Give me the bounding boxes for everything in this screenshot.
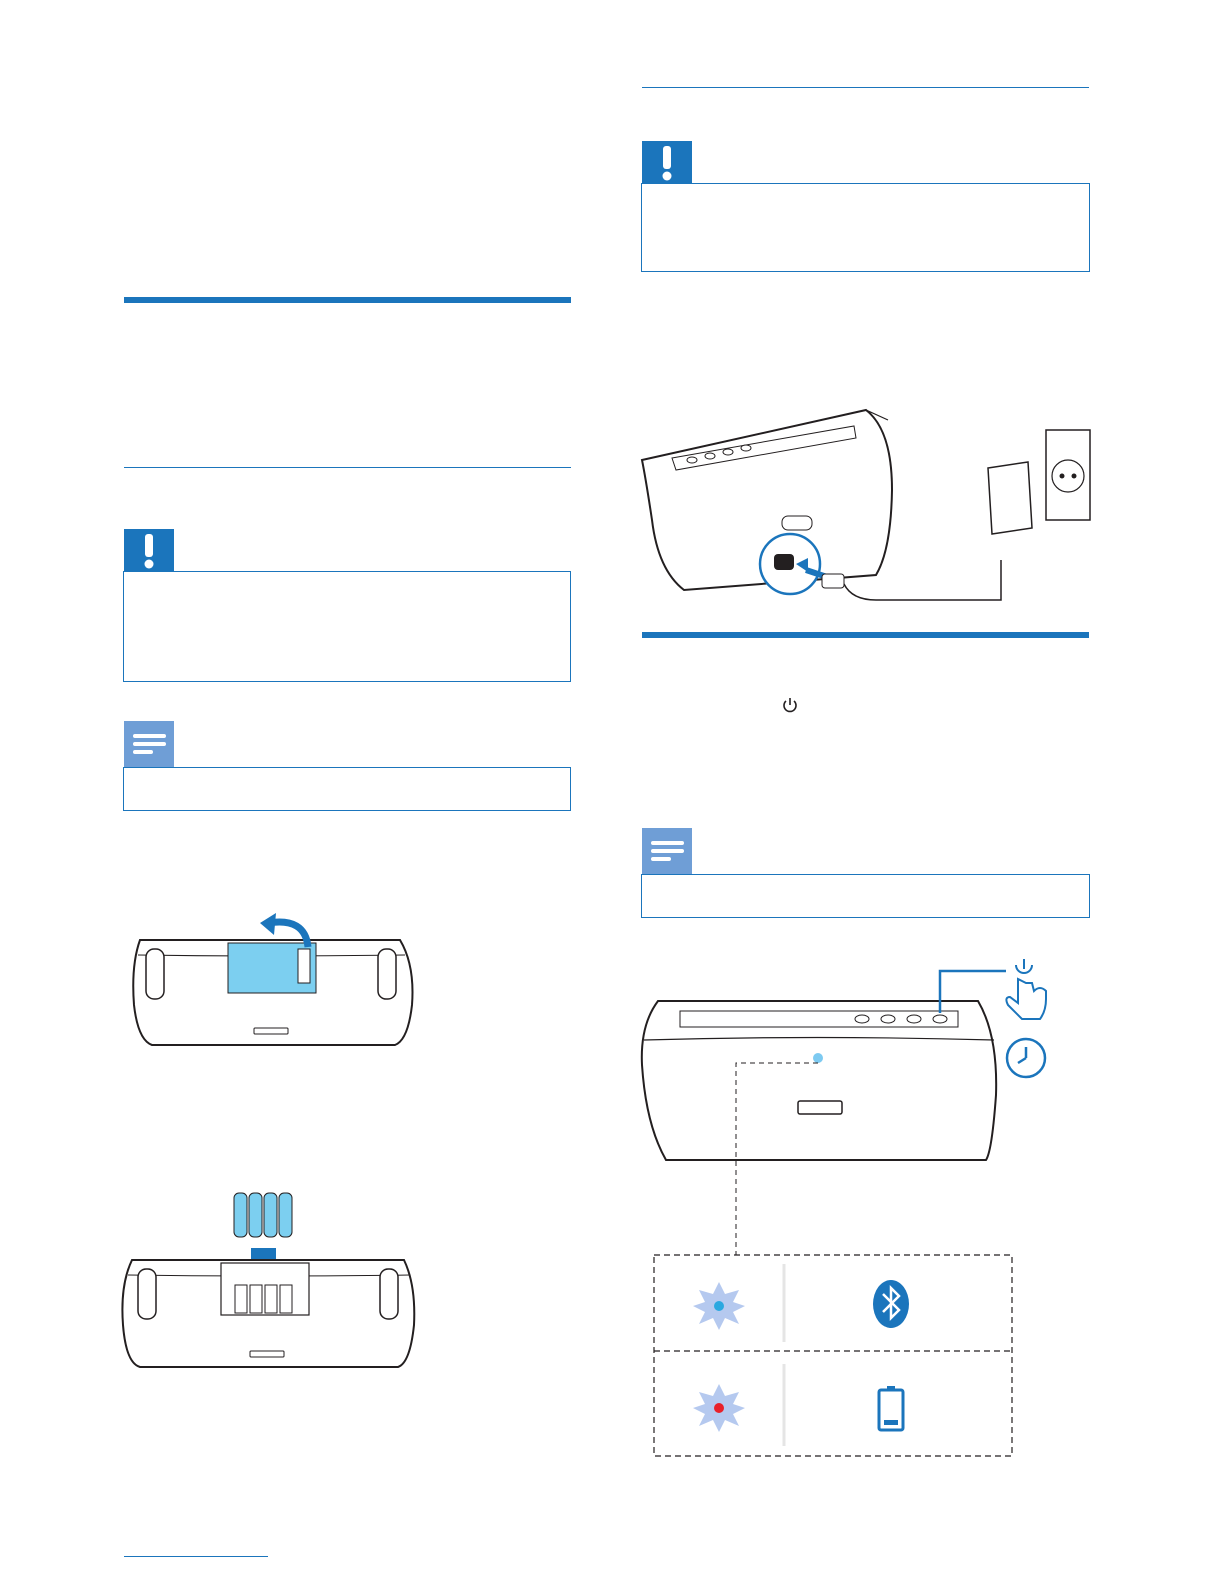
note-box-right (641, 874, 1090, 918)
battery-cover-open-illustration (120, 905, 420, 1055)
caution-tab-right (642, 141, 692, 184)
low-battery-icon (879, 1386, 903, 1430)
finger-press-power-icon (1006, 959, 1046, 1019)
caution-tab-left (124, 529, 174, 572)
note-lines-icon (642, 828, 692, 874)
subsection-rule-right (642, 87, 1089, 88)
note-box-left (123, 767, 571, 811)
subsection-rule-left (124, 467, 571, 468)
aa-batteries (234, 1193, 292, 1237)
footer-rule (124, 1556, 268, 1557)
note-tab-left (124, 721, 174, 767)
note-tab-right (642, 828, 692, 874)
insert-batteries-illustration (118, 1185, 418, 1375)
section-rule-thick-left (124, 297, 571, 303)
power-icon (781, 696, 799, 714)
speaker-power-on-illustration (636, 955, 1066, 1255)
exclamation-icon (642, 141, 692, 184)
timer-clock-icon (1007, 1039, 1045, 1077)
power-adapter-illustration (636, 400, 1096, 610)
note-lines-icon (124, 721, 174, 767)
bluetooth-icon (873, 1280, 909, 1328)
exclamation-icon (124, 529, 174, 572)
section-rule-thick-right (642, 632, 1089, 638)
led-indicator-table (653, 1254, 1013, 1457)
caution-box-right (641, 183, 1090, 272)
caution-box-left (123, 571, 571, 682)
